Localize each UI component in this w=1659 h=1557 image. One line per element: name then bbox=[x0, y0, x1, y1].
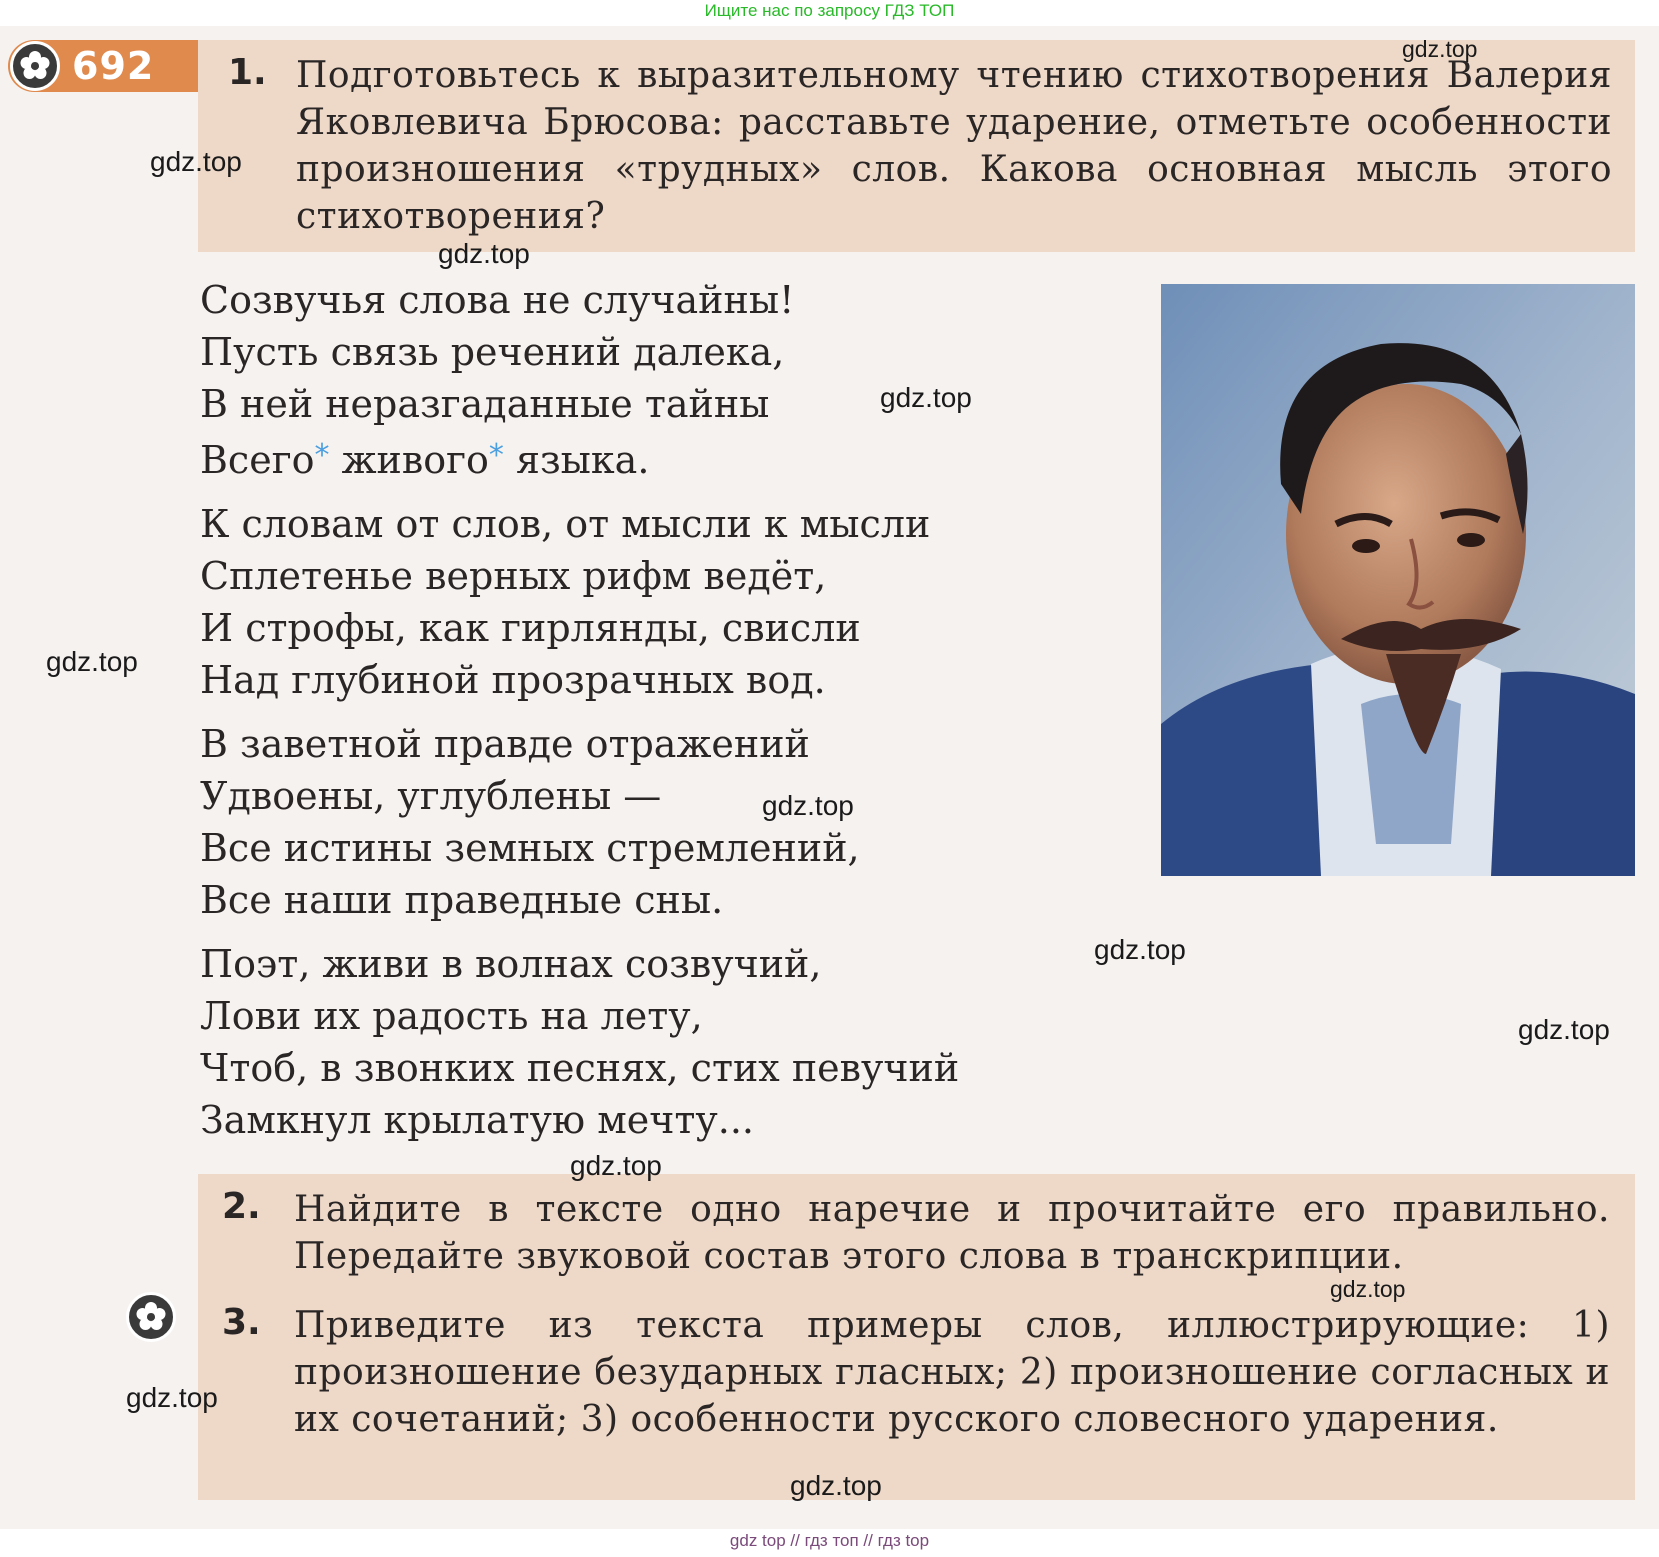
poem-stanza-2 bbox=[200, 498, 959, 706]
poem-line: Пусть связь речений далека, bbox=[200, 330, 785, 374]
poem-line: Чтоб, в звонких песнях, стих певучий bbox=[200, 1046, 960, 1090]
watermark: gdz.top bbox=[438, 238, 530, 269]
task-3-text: Приведите из текста примеры слов, иллюстрирующие: 1) произношение безударных гласных; 2) произношение согласных и их сочетаний; 3) особенности русского словесного ударения. bbox=[294, 1305, 1610, 1440]
watermark: gdz.top bbox=[1518, 1014, 1610, 1045]
asterisk-icon: * bbox=[488, 438, 504, 473]
asterisk-icon: * bbox=[314, 438, 330, 473]
task-1-number: 1. bbox=[228, 52, 267, 93]
poem-line: Замкнул крылатую мечту... bbox=[200, 1098, 754, 1142]
watermark: gdz.top bbox=[880, 382, 972, 413]
flower-icon bbox=[10, 41, 60, 91]
poem-line-starred bbox=[200, 430, 959, 486]
poem-line: В ней неразгаданные тайны bbox=[200, 382, 770, 426]
task-3-number: 3. bbox=[222, 1302, 261, 1343]
poem-stanza-3 bbox=[200, 718, 959, 926]
poem-line: Удвоены, углублены — bbox=[200, 774, 662, 818]
task-2-number: 2. bbox=[222, 1186, 261, 1227]
poem-line: В заветной правде отражений bbox=[200, 722, 810, 766]
watermark: gdz.top bbox=[126, 1382, 218, 1413]
watermark: gdz.top bbox=[150, 146, 242, 177]
poem-line: Все истины земных стремлений, bbox=[200, 826, 860, 870]
poem-stanza-1 bbox=[200, 274, 959, 486]
poem bbox=[200, 274, 959, 1146]
poem-line: Над глубиной прозрачных вод. bbox=[200, 658, 826, 702]
poem-stanza-4 bbox=[200, 938, 959, 1146]
watermark: gdz.top bbox=[570, 1150, 662, 1181]
watermark: gdz.top bbox=[790, 1470, 882, 1501]
top-banner[interactable]: Ищите нас по запросу ГДЗ ТОП bbox=[704, 1, 955, 20]
task-1-text: Подготовьтесь к выразительному чтению стихотворения Валерия Яковлевича Брюсова: расставьте ударение, отметьте особенности произношения «трудных» слов. Какова основная мысль этого стихотворения? bbox=[296, 55, 1612, 237]
bottom-banner[interactable]: gdz top // гдз топ // гдз top bbox=[729, 1531, 930, 1550]
poem-line: К словам от слов, от мысли к мысли bbox=[200, 502, 931, 546]
watermark: gdz.top bbox=[1094, 934, 1186, 965]
poem-word: живого bbox=[329, 438, 489, 482]
poem-line: Лови их радость на лету, bbox=[200, 994, 703, 1038]
poem-word: языка. bbox=[503, 438, 650, 482]
poem-word: Всего bbox=[200, 438, 315, 482]
watermark: gdz.top bbox=[1330, 1276, 1406, 1302]
poem-line: Поэт, живи в волнах созвучий, bbox=[200, 942, 822, 986]
watermark: gdz.top bbox=[1402, 36, 1478, 62]
poem-line: Сплетенье верных рифм ведёт, bbox=[200, 554, 827, 598]
watermark: gdz.top bbox=[46, 646, 138, 677]
watermark: gdz.top bbox=[762, 790, 854, 821]
poet-portrait bbox=[1161, 284, 1635, 876]
task-2-text: Найдите в тексте одно наречие и прочитайте его правильно. Передайте звуковой состав этого слова в транскрипции. bbox=[294, 1189, 1610, 1277]
poem-line: Все наши праведные сны. bbox=[200, 878, 724, 922]
flower-icon bbox=[126, 1292, 176, 1342]
poem-line: И строфы, как гирлянды, свисли bbox=[200, 606, 861, 650]
exercise-number: 692 bbox=[72, 44, 155, 88]
poem-line: Созвучья слова не случайны! bbox=[200, 278, 795, 322]
